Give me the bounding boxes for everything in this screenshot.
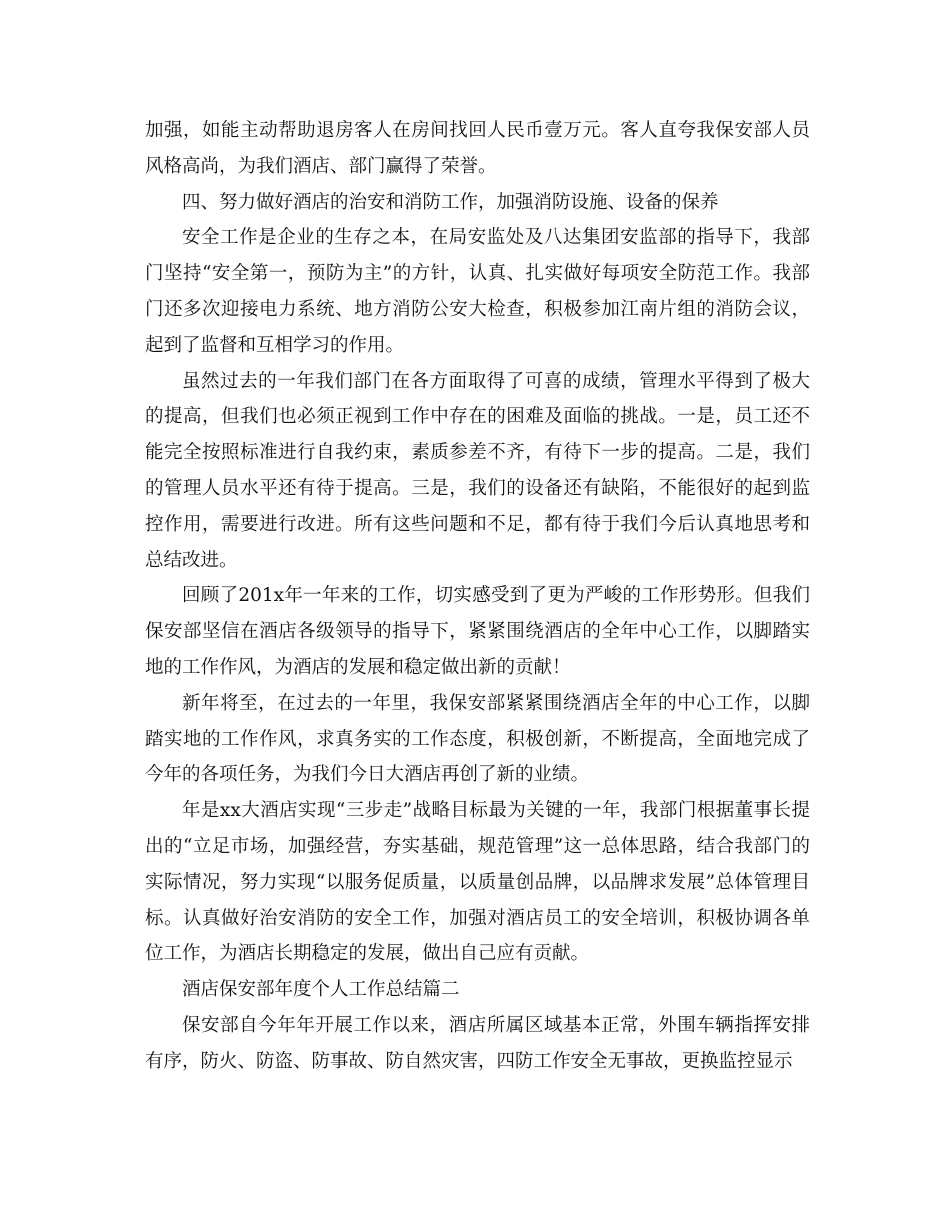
- section-title-part-two: 酒店保安部年度个人工作总结篇二: [182, 979, 460, 1001]
- section-heading-fire-safety: 四、努力做好酒店的治安和消防工作，加强消防设施、设备的保养: [182, 191, 719, 213]
- paragraph-security-overview: 保安部自今年年开展工作以来，酒店所属区域基本正常，外围车辆指挥安排有序，防火、防盗、防事故、防自然灾害，四防工作安全无事故，更换监控显示: [145, 1014, 810, 1072]
- paragraph-challenges: 虽然过去的一年我们部门在各方面取得了可喜的成绩，管理水平得到了极大的提高，但我们也必须正视到工作中存在的困难及面临的挑战。一是，员工还不能完全按照标准进行自我约束，素质参差不齐，有待下一步的提高。二是，我们的管理人员水平还有待于提高。三是，我们的设备还有缺陷，不能很好的起到监控作用，需要进行改进。所有这些问题和不足，都有待于我们今后认真地思考和总结改进。: [145, 370, 810, 571]
- paragraph-safety-work: 安全工作是企业的生存之本，在局安监处及八达集团安监部的指导下，我部门坚持“安全第一，预防为主”的方针，认真、扎实做好每项安全防范工作。我部门还多次迎接电力系统、地方消防公安大检查，积极参加江南片组的消防会议，起到了监督和互相学习的作用。: [145, 227, 810, 356]
- paragraph-continuation: 加强，如能主动帮助退房客人在房间找回人民币壹万元。客人直夸我保安部人员风格高尚，为我们酒店、部门赢得了荣誉。: [145, 120, 810, 177]
- paragraph-strategy: 年是xx大酒店实现“三步走”战略目标最为关键的一年，我部门根据董事长提出的“立足市场，加强经营，夯实基础，规范管理”这一总体思路，结合我部门的实际情况，努力实现“以服务促质量，以质量创品牌，以品牌求发展”总体管理目标。认真做好治安消防的安全工作，加强对酒店员工的安全培训，积极协调各单位工作，为酒店长期稳定的发展，做出自己应有贡献。: [145, 800, 810, 965]
- paragraph-new-year: 新年将至，在过去的一年里，我保安部紧紧围绕酒店全年的中心工作，以脚踏实地的工作作风，求真务实的工作态度，积极创新，不断提高，全面地完成了今年的各项任务，为我们今日大酒店再创了新的业绩。: [145, 692, 810, 786]
- paragraph-review: 回顾了201x年一年来的工作，切实感受到了更为严峻的工作形势形。但我们保安部坚信在酒店各级领导的指导下，紧紧围绕酒店的全年中心工作，以脚踏实地的工作作风，为酒店的发展和稳定做出新的贡献！: [145, 585, 810, 678]
- document-body: [145, 113, 810, 1080]
